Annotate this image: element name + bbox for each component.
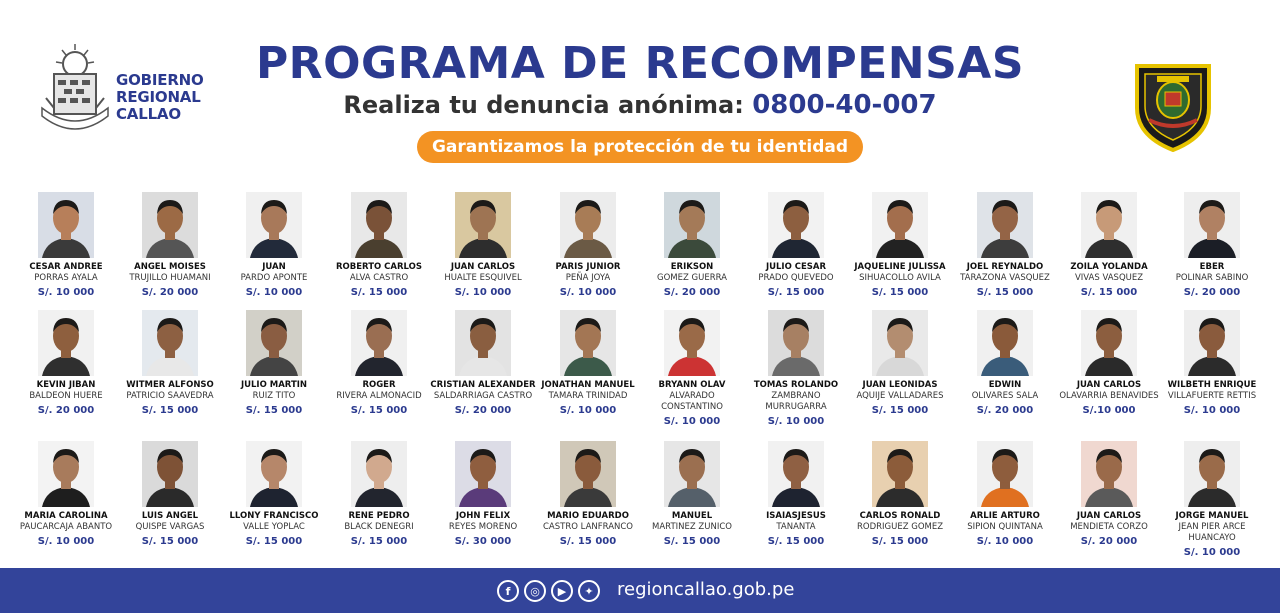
- reward-amount: S/. 15 000: [245, 405, 303, 416]
- wanted-card: [742, 310, 850, 428]
- portrait-photo: [664, 441, 720, 507]
- portrait-photo: [351, 192, 407, 258]
- person-surname: JEAN PIER ARCE HUANCAYO: [1178, 522, 1246, 543]
- portrait-photo: [560, 310, 616, 376]
- person-name: ARLIE ARTURO: [970, 511, 1040, 521]
- portrait-photo: [38, 441, 94, 507]
- portrait-photo: [142, 192, 198, 258]
- portrait-photo: [872, 441, 928, 507]
- portrait-photo: [560, 192, 616, 258]
- reward-amount: S/. 10 000: [245, 287, 303, 298]
- person-surname: TARAZONA VASQUEZ: [960, 273, 1050, 283]
- portrait-photo: [664, 192, 720, 258]
- callao-line: CALLAO: [116, 105, 181, 123]
- wanted-card: [220, 310, 328, 417]
- reward-amount: S/. 10 000: [559, 405, 617, 416]
- reward-amount: S/. 15 000: [767, 536, 825, 547]
- person-surname: HUALTE ESQUIVEL: [444, 273, 522, 283]
- reward-amount: S/. 15 000: [350, 405, 408, 416]
- wanted-card: [325, 310, 433, 417]
- person-name: CARLOS RONALD: [859, 511, 941, 521]
- reward-amount: S/. 15 000: [559, 536, 617, 547]
- person-name: MARIO EDUARDO: [547, 511, 629, 521]
- portrait-photo: [142, 310, 198, 376]
- police-shield-badge-icon: [1131, 60, 1215, 152]
- portrait-photo: [977, 192, 1033, 258]
- person-surname: SIPION QUINTANA: [967, 522, 1043, 532]
- person-surname: PATRICIO SAAVEDRA: [126, 391, 214, 401]
- reward-amount: S/. 10 000: [767, 416, 825, 427]
- reward-amount: S/. 30 000: [454, 536, 512, 547]
- portrait-photo: [38, 310, 94, 376]
- wanted-card: [429, 310, 537, 417]
- reward-amount: S/. 15 000: [871, 536, 929, 547]
- portrait-photo: [768, 310, 824, 376]
- person-name: MANUEL: [671, 511, 713, 521]
- social-icons: [497, 580, 600, 602]
- wanted-card: [429, 441, 537, 548]
- reward-amount: S/. 20 000: [976, 405, 1034, 416]
- person-name: JUAN CARLOS: [1076, 380, 1142, 390]
- person-surname: RODRIGUEZ GOMEZ: [856, 522, 944, 532]
- wanted-card: [116, 310, 224, 417]
- person-surname: RUIZ TITO: [252, 391, 296, 401]
- portrait-photo: [1081, 441, 1137, 507]
- reward-amount: S/. 20 000: [663, 287, 721, 298]
- portrait-photo: [246, 310, 302, 376]
- person-name: JAQUELINE JULISSA: [854, 262, 946, 272]
- reward-amount: S/. 10 000: [663, 416, 721, 427]
- reward-amount: S/. 10 000: [976, 536, 1034, 547]
- reward-amount: S/. 15 000: [767, 287, 825, 298]
- portrait-photo: [1081, 192, 1137, 258]
- person-name: BRYANN OLAV: [658, 380, 726, 390]
- person-surname: SIHUACOLLO AVILA: [859, 273, 941, 283]
- person-surname: VALLE YOPLAC: [243, 522, 305, 532]
- person-name: EDWIN: [988, 380, 1022, 390]
- person-surname: MARTINEZ ZUNICO: [652, 522, 732, 532]
- portrait-photo: [246, 441, 302, 507]
- wanted-card: [12, 441, 120, 548]
- reward-amount: S/. 15 000: [871, 287, 929, 298]
- wanted-card: [638, 441, 746, 548]
- reward-amount: S/. 15 000: [1080, 287, 1138, 298]
- wanted-card: [951, 441, 1059, 548]
- wanted-card: [1158, 192, 1266, 299]
- wanted-card: [846, 441, 954, 548]
- person-surname: TANANTA: [776, 522, 816, 532]
- reward-amount: S/. 10 000: [37, 287, 95, 298]
- reward-amount: S/. 10 000: [1183, 405, 1241, 416]
- wanted-card: [846, 192, 954, 299]
- wanted-card: [534, 310, 642, 417]
- person-name: JONATHAN MANUEL: [541, 380, 635, 390]
- reward-amount: S/. 15 000: [141, 536, 199, 547]
- identity-protection-pill: Garantizamos la protección de tu identidad: [417, 131, 863, 163]
- wanted-card: [534, 192, 642, 299]
- reward-amount: S/. 10 000: [559, 287, 617, 298]
- person-name: TOMAS ROLANDO: [753, 380, 839, 390]
- reward-amount: S/. 15 000: [663, 536, 721, 547]
- person-name: KEVIN JIBAN: [36, 380, 96, 390]
- wanted-card: [1055, 441, 1163, 548]
- person-surname: ALVARADO CONSTANTINO: [661, 391, 723, 412]
- wanted-card: [12, 310, 120, 417]
- person-surname: TAMARA TRINIDAD: [548, 391, 628, 401]
- reward-amount: S/. 10 000: [37, 536, 95, 547]
- person-surname: REYES MORENO: [448, 522, 518, 532]
- person-surname: QUISPE VARGAS: [135, 522, 205, 532]
- twitter-icon[interactable]: ✦: [578, 580, 600, 602]
- portrait-photo: [977, 310, 1033, 376]
- reward-amount: S/. 10 000: [1183, 547, 1241, 558]
- wanted-card: [116, 192, 224, 299]
- person-surname: PARDO APONTE: [240, 273, 308, 283]
- wanted-card: [220, 192, 328, 299]
- reward-amount: S/. 20 000: [141, 287, 199, 298]
- person-name: ANGEL MOISES: [134, 262, 206, 272]
- wanted-card: [534, 441, 642, 548]
- person-surname: PAUCARCAJA ABANTO: [19, 522, 113, 532]
- portrait-photo: [1081, 310, 1137, 376]
- youtube-icon[interactable]: ▶: [551, 580, 573, 602]
- person-surname: BALDEON HUERE: [29, 391, 103, 401]
- person-surname: PORRAS AYALA: [34, 273, 98, 283]
- person-surname: PEÑA JOYA: [565, 273, 611, 283]
- portrait-photo: [768, 192, 824, 258]
- person-name: JOEL REYNALDO: [966, 262, 1044, 272]
- regional-line: REGIONAL: [116, 88, 201, 106]
- person-surname: CASTRO LANFRANCO: [543, 522, 633, 532]
- wanted-card: [429, 192, 537, 299]
- reward-amount: S/. 20 000: [1080, 536, 1138, 547]
- person-surname: OLAVARRIA BENAVIDES: [1059, 391, 1159, 401]
- portrait-photo: [1184, 192, 1240, 258]
- wanted-card: [951, 192, 1059, 299]
- person-surname: TRUJILLO HUAMANI: [129, 273, 211, 283]
- subtitle-text: Realiza tu denuncia anónima:: [343, 91, 744, 119]
- wanted-card: [116, 441, 224, 548]
- portrait-photo: [351, 441, 407, 507]
- person-name: JUAN CARLOS: [1076, 511, 1142, 521]
- person-name: ROBERTO CARLOS: [335, 262, 423, 272]
- reward-amount: S/.10 000: [1082, 405, 1136, 416]
- reward-amount: S/. 20 000: [454, 405, 512, 416]
- portrait-photo: [142, 441, 198, 507]
- person-name: JULIO CESAR: [765, 262, 827, 272]
- person-name: PARIS JUNIOR: [555, 262, 621, 272]
- portrait-photo: [246, 192, 302, 258]
- reward-amount: S/. 20 000: [1183, 287, 1241, 298]
- portrait-photo: [455, 441, 511, 507]
- person-name: ERIKSON: [670, 262, 714, 272]
- person-name: JUAN: [262, 262, 286, 272]
- reward-amount: S/. 15 000: [976, 287, 1034, 298]
- person-name: WILBETH ENRIQUE: [1167, 380, 1257, 390]
- wanted-card: [1158, 310, 1266, 417]
- person-name: RENE PEDRO: [348, 511, 410, 521]
- page-title: PROGRAMA DE RECOMPENSAS: [255, 38, 1025, 89]
- person-name: JULIO MARTIN: [240, 380, 308, 390]
- website-link[interactable]: regioncallao.gob.pe: [617, 579, 795, 600]
- instagram-icon[interactable]: ◎: [524, 580, 546, 602]
- person-surname: ALVA CASTRO: [349, 273, 409, 283]
- portrait-photo: [977, 441, 1033, 507]
- reward-amount: S/. 20 000: [37, 405, 95, 416]
- wanted-card: [1158, 441, 1266, 559]
- person-name: LLONY FRANCISCO: [229, 511, 319, 521]
- person-surname: POLINAR SABINO: [1175, 273, 1249, 283]
- reward-amount: S/. 15 000: [245, 536, 303, 547]
- person-name: CRISTIAN ALEXANDER: [430, 380, 536, 390]
- portrait-photo: [351, 310, 407, 376]
- wanted-card: [951, 310, 1059, 417]
- portrait-photo: [1184, 441, 1240, 507]
- person-surname: BLACK DENEGRI: [344, 522, 414, 532]
- person-name: JUAN LEONIDAS: [862, 380, 938, 390]
- portrait-photo: [455, 192, 511, 258]
- wanted-card: [742, 441, 850, 548]
- wanted-card: [1055, 310, 1163, 417]
- person-surname: VILLAFUERTE RETTIS: [1167, 391, 1257, 401]
- person-surname: GOMEZ GUERRA: [657, 273, 727, 283]
- person-name: ISAIASJESUS: [766, 511, 826, 521]
- portrait-photo: [872, 192, 928, 258]
- gobierno-line: GOBIERNO: [116, 71, 204, 89]
- wanted-grid: [0, 186, 1280, 566]
- footer-bar: [0, 568, 1280, 613]
- reward-amount: S/. 15 000: [871, 405, 929, 416]
- portrait-photo: [664, 310, 720, 376]
- person-surname: OLIVARES SALA: [971, 391, 1039, 401]
- person-surname: ZAMBRANO MURRUGARRA: [765, 391, 827, 412]
- portrait-photo: [455, 310, 511, 376]
- facebook-icon[interactable]: f: [497, 580, 519, 602]
- wanted-card: [12, 192, 120, 299]
- person-name: MARIA CAROLINA: [24, 511, 108, 521]
- reward-amount: S/. 15 000: [350, 536, 408, 547]
- person-name: CESAR ANDREE: [29, 262, 103, 272]
- header: [0, 0, 1280, 180]
- portrait-photo: [1184, 310, 1240, 376]
- portrait-photo: [768, 441, 824, 507]
- person-name: JUAN CARLOS: [450, 262, 516, 272]
- wanted-card: [638, 192, 746, 299]
- wanted-card: [325, 441, 433, 548]
- portrait-photo: [560, 441, 616, 507]
- person-name: ROGER: [362, 380, 396, 390]
- portrait-photo: [38, 192, 94, 258]
- person-name: JOHN FELIX: [455, 511, 511, 521]
- person-surname: MENDIETA CORZO: [1070, 522, 1148, 532]
- person-name: ZOILA YOLANDA: [1070, 262, 1148, 272]
- reward-amount: S/. 15 000: [141, 405, 199, 416]
- portrait-photo: [872, 310, 928, 376]
- reward-amount: S/. 10 000: [454, 287, 512, 298]
- person-surname: RIVERA ALMONACID: [336, 391, 422, 401]
- reward-amount: S/. 15 000: [350, 287, 408, 298]
- wanted-card: [638, 310, 746, 428]
- subtitle: [0, 90, 1280, 120]
- person-name: LUIS ANGEL: [141, 511, 199, 521]
- person-surname: AQUIJE VALLADARES: [856, 391, 944, 401]
- wanted-card: [325, 192, 433, 299]
- wanted-card: [846, 310, 954, 417]
- person-name: WITMER ALFONSO: [126, 380, 214, 390]
- person-surname: PRADO QUEVEDO: [758, 273, 834, 283]
- person-name: EBER: [1199, 262, 1225, 272]
- wanted-card: [742, 192, 850, 299]
- person-name: JORGE MANUEL: [1175, 511, 1249, 521]
- hotline-phone: 0800-40-007: [752, 90, 937, 120]
- person-surname: VIVAS VASQUEZ: [1074, 273, 1144, 283]
- person-surname: SALDARRIAGA CASTRO: [433, 391, 533, 401]
- wanted-card: [1055, 192, 1163, 299]
- wanted-card: [220, 441, 328, 548]
